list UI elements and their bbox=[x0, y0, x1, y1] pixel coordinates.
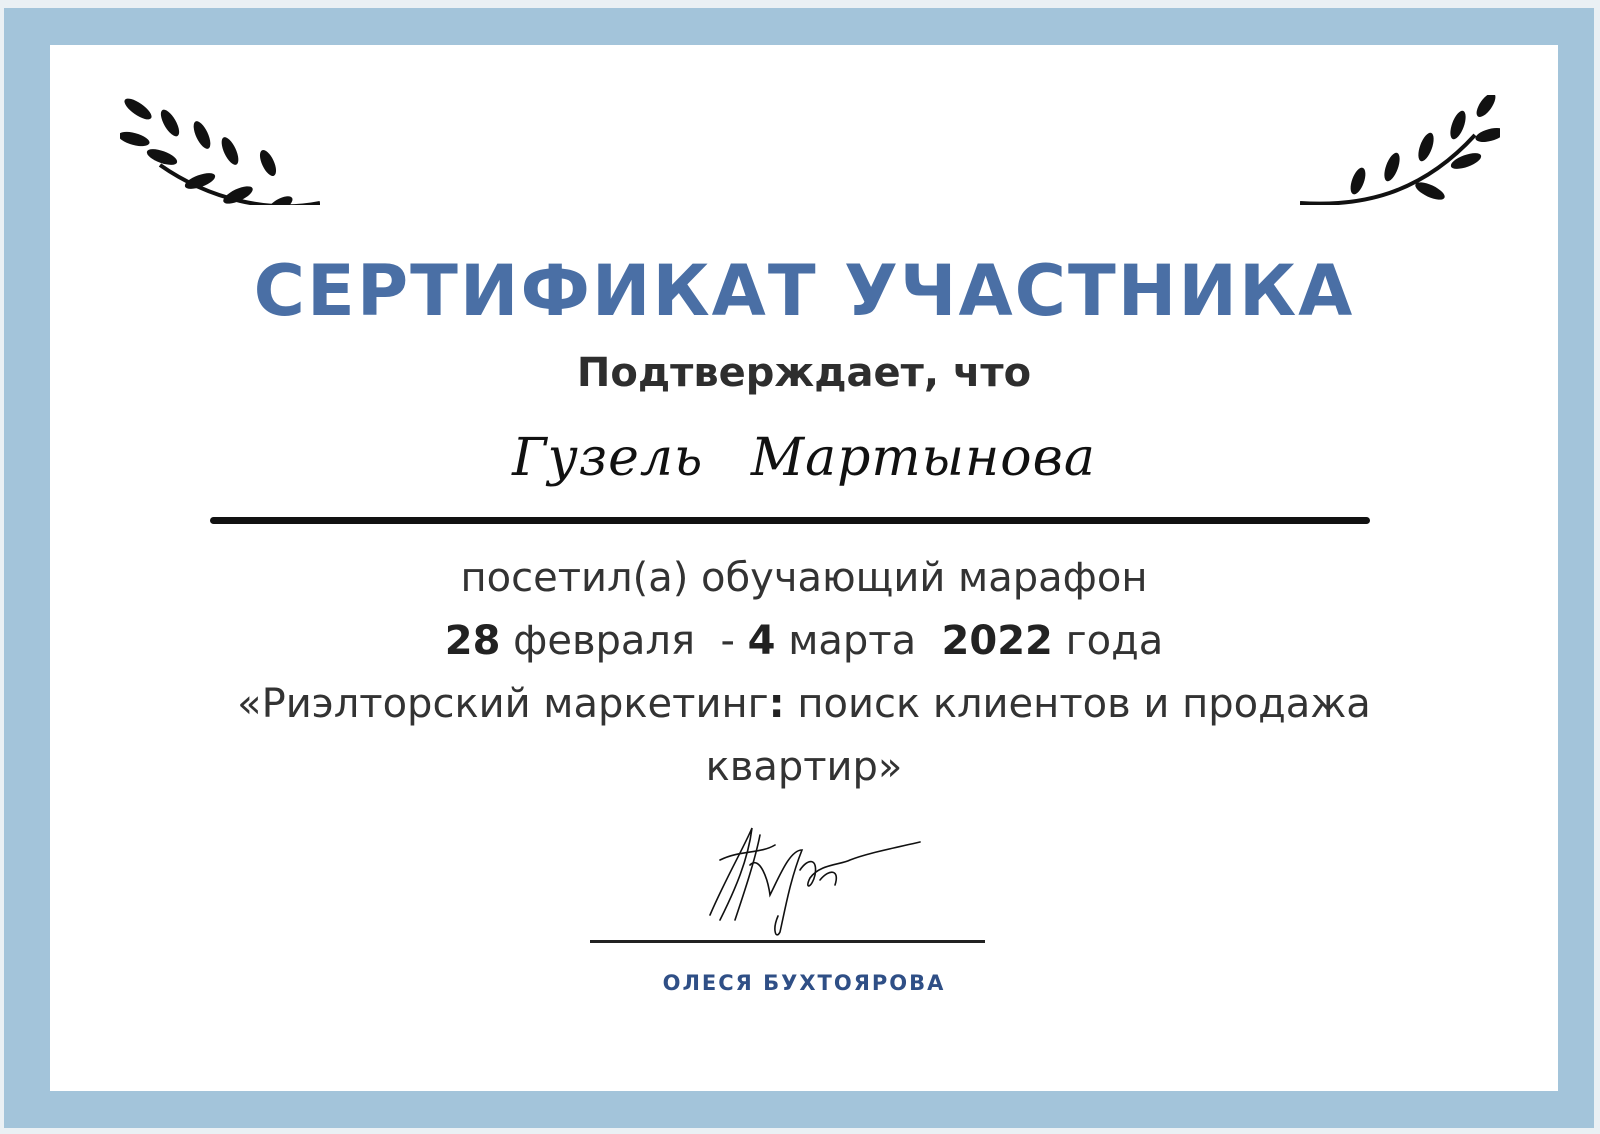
event-dates bbox=[50, 618, 1558, 664]
end-month: марта bbox=[788, 618, 917, 664]
signature-image bbox=[690, 820, 930, 940]
course-title-start: «Риэлторский маркетинг bbox=[237, 681, 769, 727]
year-word: года bbox=[1065, 618, 1164, 664]
laurel-right-icon bbox=[1300, 95, 1500, 205]
attended-text: посетил(а) обучающий марафон bbox=[460, 555, 1148, 601]
certificate-sheet bbox=[50, 45, 1558, 1091]
event-year: 2022 bbox=[941, 618, 1053, 664]
course-title-line-2: квартир» bbox=[705, 744, 903, 790]
course-title-line-1 bbox=[50, 681, 1558, 727]
certificate-title: СЕРТИФИКАТ УЧАСТНИКА bbox=[253, 250, 1355, 332]
signer-name: ОЛЕСЯ БУХТОЯРОВА bbox=[662, 971, 946, 995]
recipient-name: Гузель Мартынова bbox=[512, 428, 1096, 488]
certificate-subtitle: Подтверждает, что bbox=[576, 350, 1032, 396]
course-title-colon: : bbox=[768, 681, 785, 727]
start-day: 28 bbox=[444, 618, 501, 664]
start-month: февраля bbox=[513, 618, 696, 664]
date-separator: - bbox=[720, 618, 735, 664]
course-title-end: поиск клиентов и продажа bbox=[784, 681, 1371, 727]
end-day: 4 bbox=[747, 618, 776, 664]
name-underline bbox=[210, 517, 1370, 524]
signature-line bbox=[590, 940, 985, 943]
laurel-left-icon bbox=[120, 95, 320, 205]
